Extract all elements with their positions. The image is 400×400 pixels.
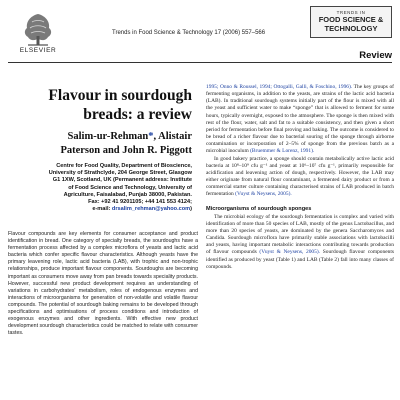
affiliation-line: of Food Science and Technology, University of bbox=[68, 184, 192, 191]
email-label: e-mail: bbox=[92, 206, 112, 213]
reference-link[interactable]: (Vuyst & Neysens, 2005). bbox=[259, 249, 321, 256]
publisher-name: ELSEVIER bbox=[19, 47, 57, 54]
email-close: ) bbox=[190, 206, 192, 213]
author-list bbox=[16, 130, 192, 157]
body-right-column bbox=[206, 84, 394, 271]
paragraph-text: Sourdough flavour components identified as produced by yeast (Table 1) and LAB (Table 2) fall into many classes of compounds. bbox=[206, 249, 394, 270]
affiliation-line: Centre for Food Quality, Department of Bioscience, bbox=[56, 163, 192, 169]
affiliation-line: G1 1XW, Scotland, UK (Permanent address: Institute bbox=[52, 177, 192, 184]
email-line bbox=[16, 206, 192, 213]
journal-name: FOOD SCIENCE & TECHNOLOGY bbox=[318, 15, 384, 33]
reference-link[interactable]: (Bruemmer & Lorenz, 1991). bbox=[250, 148, 315, 155]
author-affiliation bbox=[16, 163, 192, 213]
article-title: Flavour in sourdough breads: a review bbox=[48, 87, 192, 123]
reference-link[interactable]: 1995; Onno & Roussel, 1994; Ottogalli, Galli, & Foschino, 1996). bbox=[206, 84, 353, 90]
header-divider bbox=[8, 62, 392, 63]
abstract-text: Flavour compounds are key elements for consumer acceptance and product identification in bread. One category of specialty breads, the sourdoughs have a fermentation process affected by a complex microflora of yeasts and lactic acid bacteria which confer specific flavour characteristics. Although yeasts have the primary leavening role, lactic acid bacteria (LAB), with trophic and non-trophic relationships, produce important flavour components. Sourdoughs are becoming important as consumers move away from pan breads towards speciality products. However, successful new product development requires an understanding of variations in carbohydrates' metabolism, roles of endogenous enzymes and interactions of microorganisms for generation of non-volatile and volatile flavour compounds. The potential of sourdough baking remains to be developed through specifications and optimisations of process conditions and introduction of exogenous enzymes and other ingredients. With effective new product development sourdough characteristics could be matched to relate with consumer tastes. bbox=[8, 231, 198, 337]
affiliation-line: Fax: +92 41 9201105; +44 141 553 4124; bbox=[88, 199, 192, 206]
affiliation-line: University of Strathclyde, 204 George Street, Glasgow bbox=[48, 170, 192, 177]
corresponding-author-link[interactable]: * bbox=[148, 131, 154, 142]
section-heading: Microorganisms of sourdough sponges bbox=[206, 205, 312, 212]
reference-link[interactable]: (Vuyst & Neysens, 2005). bbox=[235, 191, 292, 198]
paragraph-text: The microbial ecology of the sourdough fermentation is complex and varied with identification of more than 50 species of LAB, mostly of the genus Lactobacillus, and more than 20 species of yeasts, are dominated by the genera Saccharomyces and Candida. Sourdough microflora have primarily stable associations with lactobacilli and yeasts, having important metabolic interactions contributing towards production of flavour compounds bbox=[206, 213, 394, 256]
elsevier-tree-logo bbox=[18, 8, 58, 48]
journal-header bbox=[0, 0, 400, 62]
email-link[interactable]: drsalim_rehman@yahoo.com bbox=[111, 206, 191, 213]
author-separator: , Alistair bbox=[153, 131, 192, 142]
journal-masthead bbox=[310, 6, 392, 38]
article-type-label: Review bbox=[359, 50, 392, 61]
body-paragraph bbox=[206, 84, 394, 156]
author-name: Salim-ur-Rehman bbox=[67, 131, 149, 142]
body-paragraph bbox=[206, 214, 394, 271]
body-paragraph bbox=[206, 156, 394, 199]
paragraph-text: The key groups of fermenting organisms, in addition to the yeasts, are strains of the lactic acid bacteria (LAB). In traditional sourdough systems initially part of the flour is mixed with all the yeast and sufficient water to make “sponge” that is allowed to ferment for some hours, typically overnight, exposed to the atmosphere. The sponge is then mixed with rest of the flour, water, salt and fat to a suitable consistency, and then given a short period for fermentation before final proving and baking. The outcome is considered to be bread of a richer flavour due to bacterial souring of the sponge through airborne contamination or incorporation of 2–5% of sponge from the previous batch as a microbial inoculum bbox=[206, 84, 394, 155]
affiliation-line: Agriculture, Faisalabad, Punjab 38000, Pakistan. bbox=[63, 191, 192, 198]
journal-citation: Trends in Food Science & Technology 17 (2006) 557–566 bbox=[112, 30, 266, 36]
journal-kicker: TRENDS IN bbox=[336, 10, 366, 15]
paragraph-text: In good bakery practice, a sponge should contain metabolically active lactic acid bacteria at 10⁸–10⁹ cfu g⁻¹ and yeast at 10⁶–10⁷ cfu g⁻¹, primarily responsible for acidification and leavening action of dough, respectively. However, the LAB may either originate from natural flour contaminant, a fermented dairy product or from a commercial starter culture containing characterised strains of LAB produced in batch fermentation bbox=[206, 155, 394, 198]
author-names: Paterson and John R. Piggott bbox=[60, 144, 192, 156]
